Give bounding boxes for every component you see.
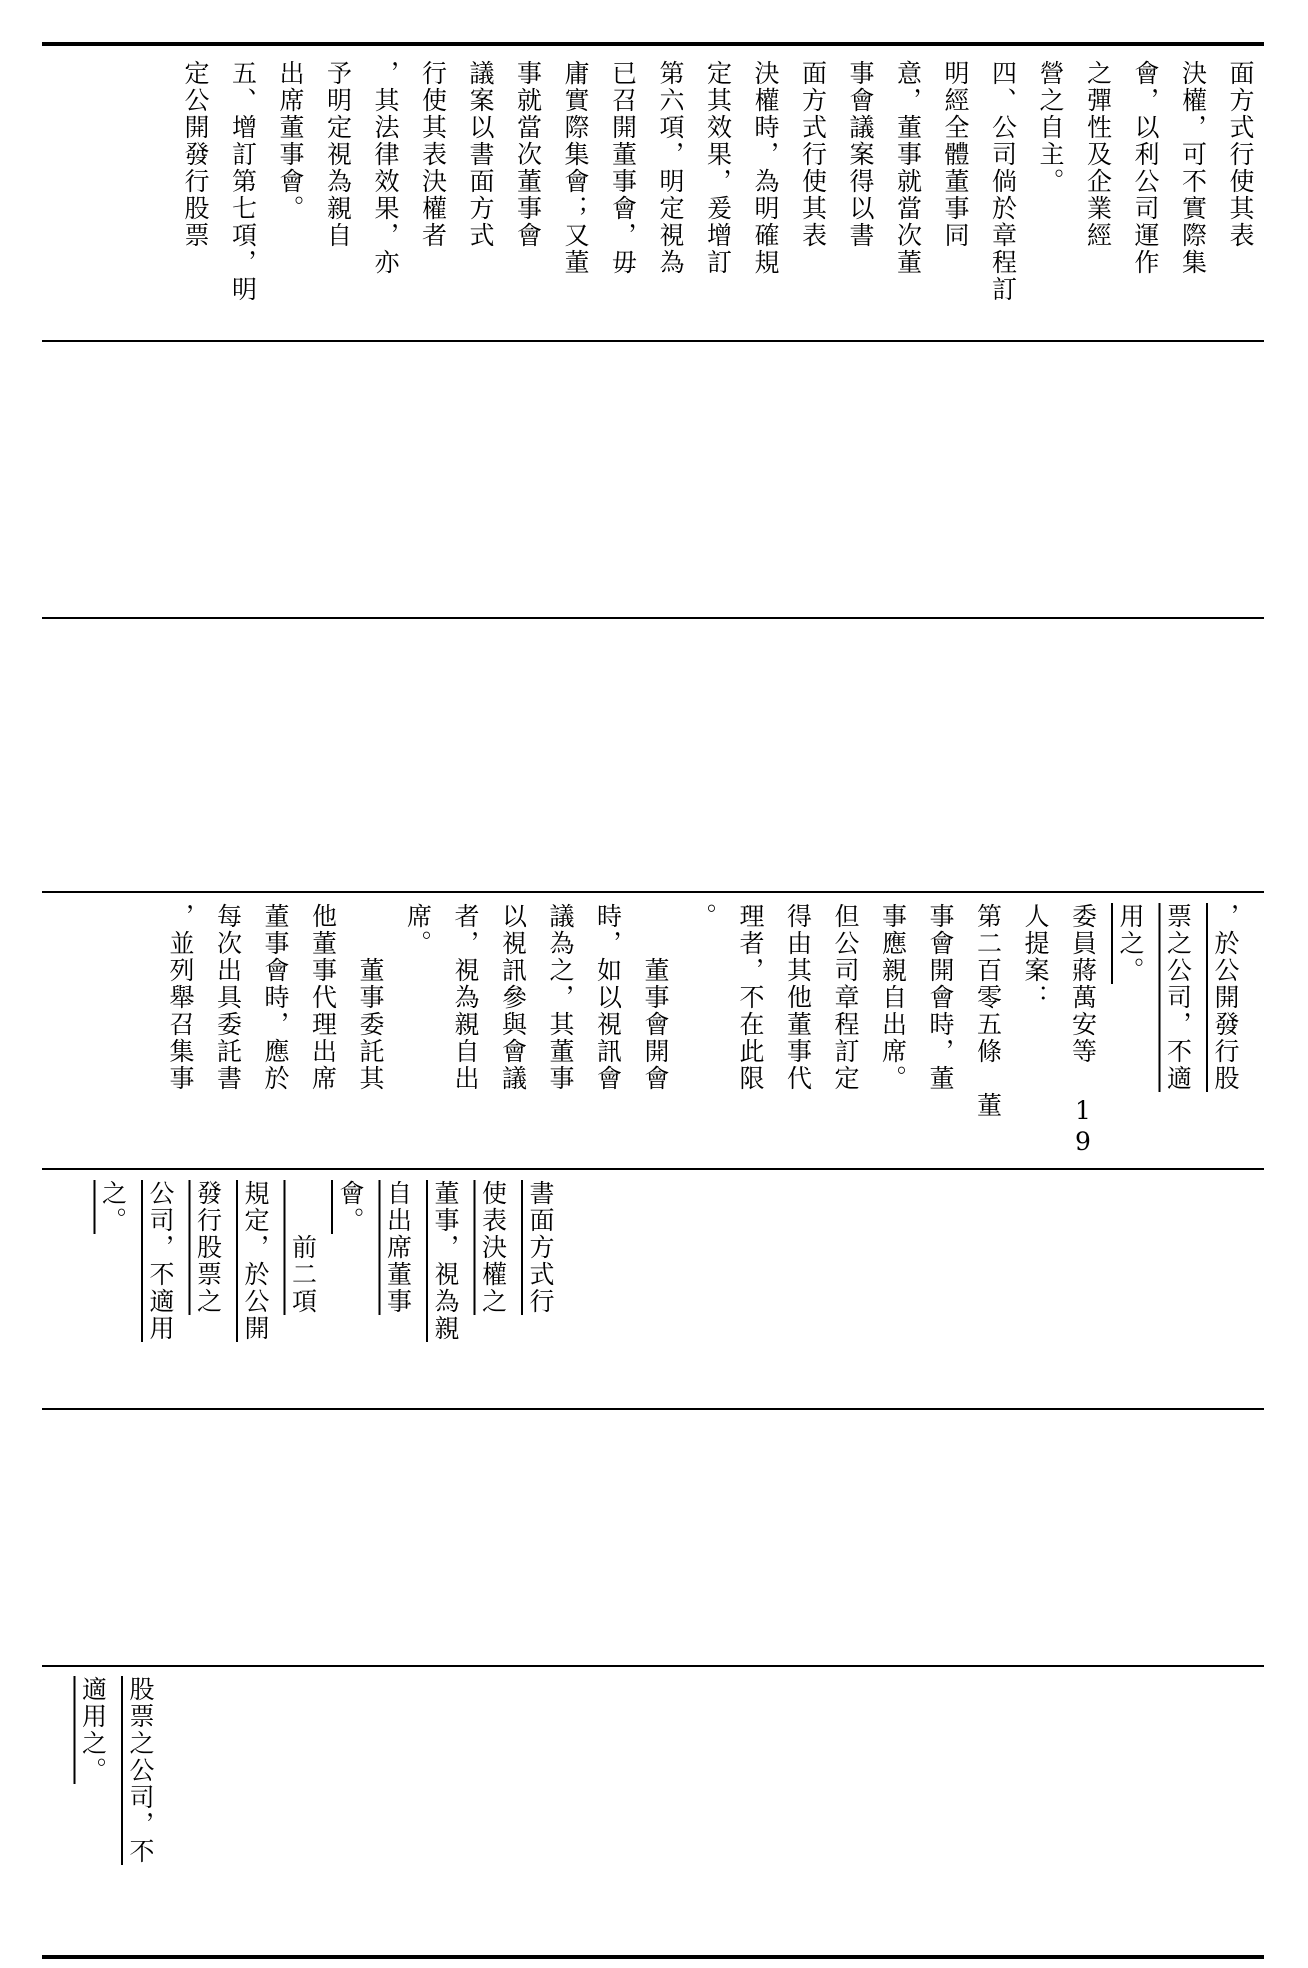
text-line: 席。 — [403, 903, 433, 957]
text-line: 之。 — [98, 1180, 128, 1234]
column-divider-2 — [42, 617, 1264, 619]
text-line: 規定，於公開 — [241, 1180, 270, 1342]
text-line: 理者，不在此限 — [736, 903, 765, 1092]
text-line: 面方式行使其表 — [798, 60, 828, 249]
text-line: 董事委託其 — [356, 903, 385, 1092]
text-line: 使表決權之 — [478, 1180, 508, 1315]
text-line: 董事，視為親 — [431, 1180, 460, 1342]
text-line: 委員蔣萬安等 19 — [1068, 903, 1098, 1158]
text-line: 前二項 — [288, 1180, 318, 1315]
text-line: 股票之公司，不 — [126, 1676, 155, 1865]
text-line: 定公開發行股票 — [181, 60, 210, 249]
text-line: 自出席董事 — [383, 1180, 413, 1315]
text-line: 者，視為親自出 — [451, 903, 480, 1092]
column-divider-5 — [42, 1408, 1264, 1410]
text-line: 他董事代理出席 — [308, 903, 338, 1092]
text-line: 會。 — [336, 1180, 365, 1234]
text-line: 予明定視為親自 — [323, 60, 353, 249]
text-line: 發行股票之 — [193, 1180, 223, 1315]
column-divider-3 — [42, 891, 1264, 893]
explanation-column — [44, 60, 1264, 332]
text-line: 第二百零五條 董 — [973, 903, 1003, 1119]
text-line: 面方式行使其表 — [1226, 60, 1255, 249]
text-line: 用之。 — [1116, 903, 1145, 984]
column-divider-1 — [42, 340, 1264, 342]
text-line: 書面方式行 — [526, 1180, 555, 1315]
committee-column — [44, 1180, 564, 1405]
text-line: 董事會時，應於 — [261, 903, 290, 1092]
text-line: 第六項，明定視為 — [656, 60, 685, 276]
text-line: 已召開董事會，毋 — [608, 60, 638, 276]
text-line: ，於公開發行股 — [1211, 903, 1240, 1092]
text-line: 決權時，為明確規 — [751, 60, 780, 276]
text-line: 行使其表決權者 — [418, 60, 448, 249]
text-line: 董事會開會 — [641, 903, 670, 1092]
text-line: 得由其他董事代 — [783, 903, 813, 1092]
current-law-column — [44, 1676, 164, 1951]
text-line: ，其法律效果，亦 — [371, 60, 400, 276]
text-line: 事會開會時，董 — [926, 903, 955, 1092]
column-divider-6 — [42, 1665, 1264, 1667]
text-line: 決權，可不實際集 — [1178, 60, 1208, 276]
text-line: 事就當次董事會 — [513, 60, 543, 249]
text-line: 適用之。 — [78, 1676, 108, 1784]
proposal-column — [44, 903, 1249, 1165]
text-line: 定其效果，爰增訂 — [703, 60, 733, 276]
text-line: ，並列舉召集事 — [166, 903, 195, 1092]
text-line: 但公司章程訂定 — [831, 903, 860, 1092]
text-line: 四、公司倘於章程訂 — [988, 60, 1018, 303]
text-line: 事會議案得以書 — [846, 60, 875, 249]
text-line: 公司，不適用 — [146, 1180, 175, 1342]
text-line: 議案以書面方式 — [466, 60, 495, 249]
column-divider-4 — [42, 1168, 1264, 1170]
text-line: 之彈性及企業經 — [1083, 60, 1113, 249]
text-line: 事應親自出席。 — [878, 903, 908, 1092]
text-line: 。 — [688, 903, 718, 930]
text-line: 以視訊參與會議 — [498, 903, 528, 1092]
text-line: 明經全體董事同 — [941, 60, 970, 249]
text-line: 營之自主。 — [1036, 60, 1065, 195]
text-line: 票之公司，不適 — [1163, 903, 1193, 1092]
text-line: 庸實際集會；又董 — [561, 60, 590, 276]
text-line: 出席董事會。 — [276, 60, 305, 222]
text-line: 時，如以視訊會 — [593, 903, 623, 1092]
text-line: 人提案： — [1021, 903, 1050, 1011]
text-line: 意，董事就當次董 — [893, 60, 923, 276]
text-line: 每次出具委託書 — [213, 903, 243, 1092]
text-line: 議為之，其董事 — [546, 903, 575, 1092]
text-line: 會，以利公司運作 — [1131, 60, 1160, 276]
bottom-border — [42, 1955, 1264, 1959]
text-line: 五、增訂第七項，明 — [228, 60, 258, 303]
top-border — [42, 42, 1264, 46]
